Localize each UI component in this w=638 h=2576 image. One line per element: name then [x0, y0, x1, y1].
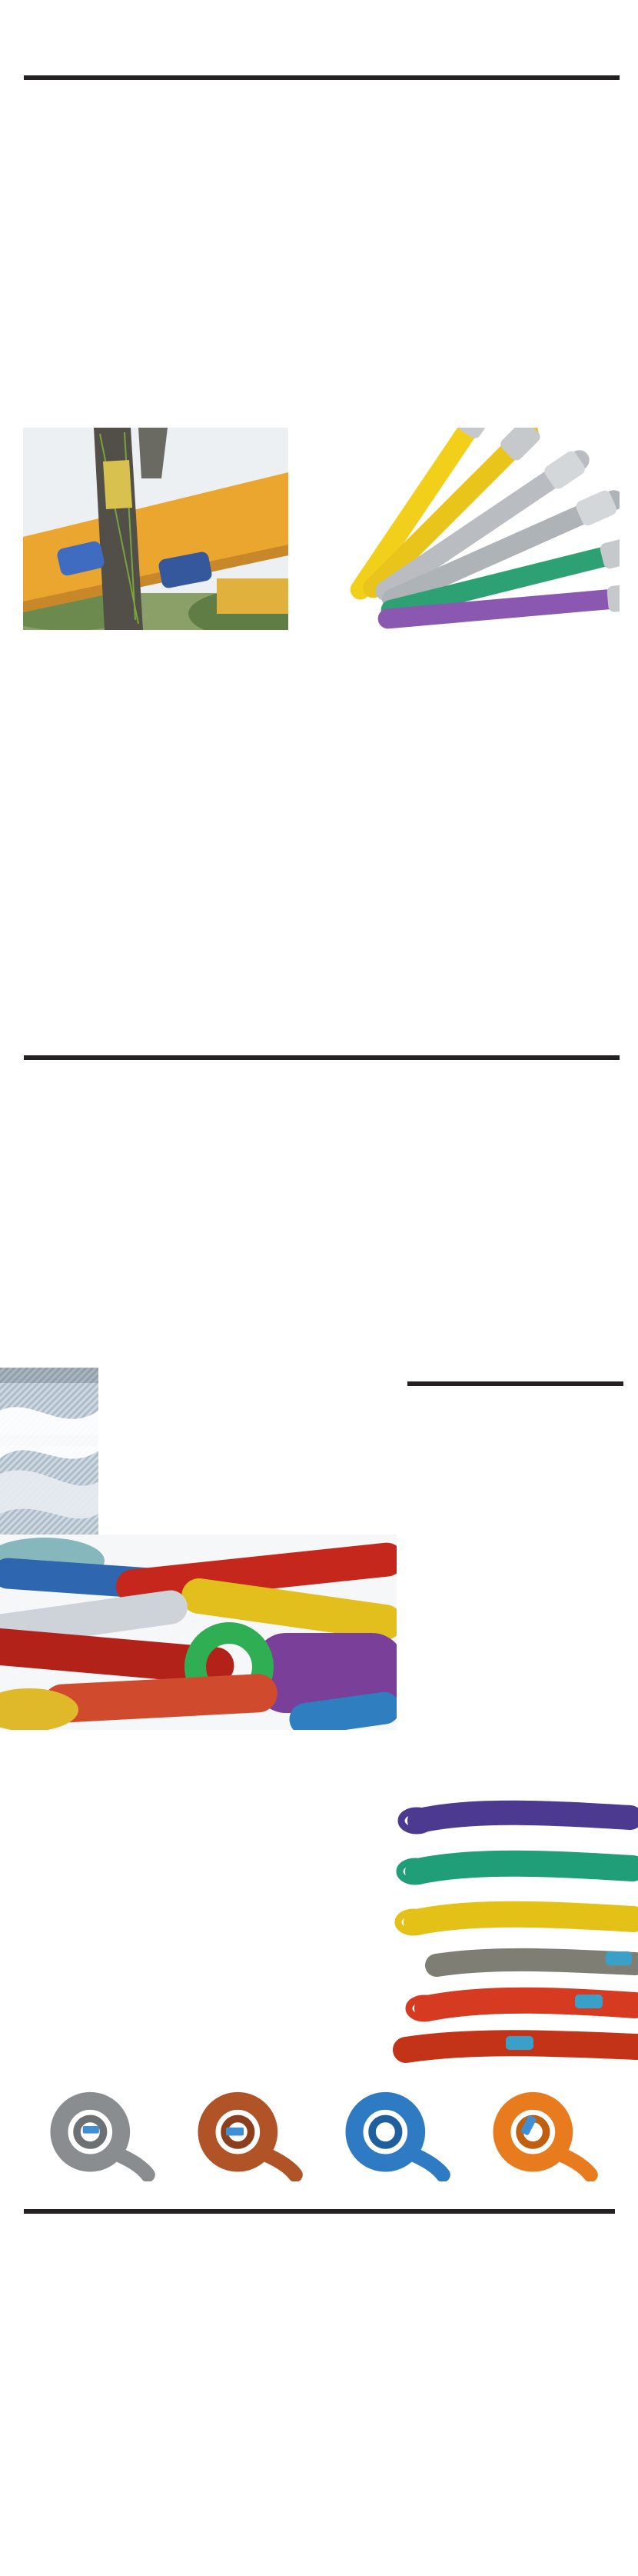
flat-webbing-sling-table [24, 75, 620, 80]
webbing-slings-fan-photo [331, 428, 620, 630]
round-sling-table [24, 2209, 615, 2214]
round-sling-pile-photo [0, 1535, 397, 1730]
beam-lifting-photo [23, 428, 288, 630]
sleeve-size-table [407, 1381, 623, 1386]
webbing-sling-table [24, 1055, 620, 1060]
blue-coil-photo [330, 2089, 453, 2181]
orange-coil-photo [477, 2089, 600, 2181]
grey-coil-photo [35, 2089, 158, 2181]
brown-coil-photo [182, 2089, 305, 2181]
round-slings-stack-photo [390, 1788, 638, 2071]
mesh-sleeve-photo [0, 1368, 98, 1545]
round-sling-coils-row [35, 2089, 600, 2181]
